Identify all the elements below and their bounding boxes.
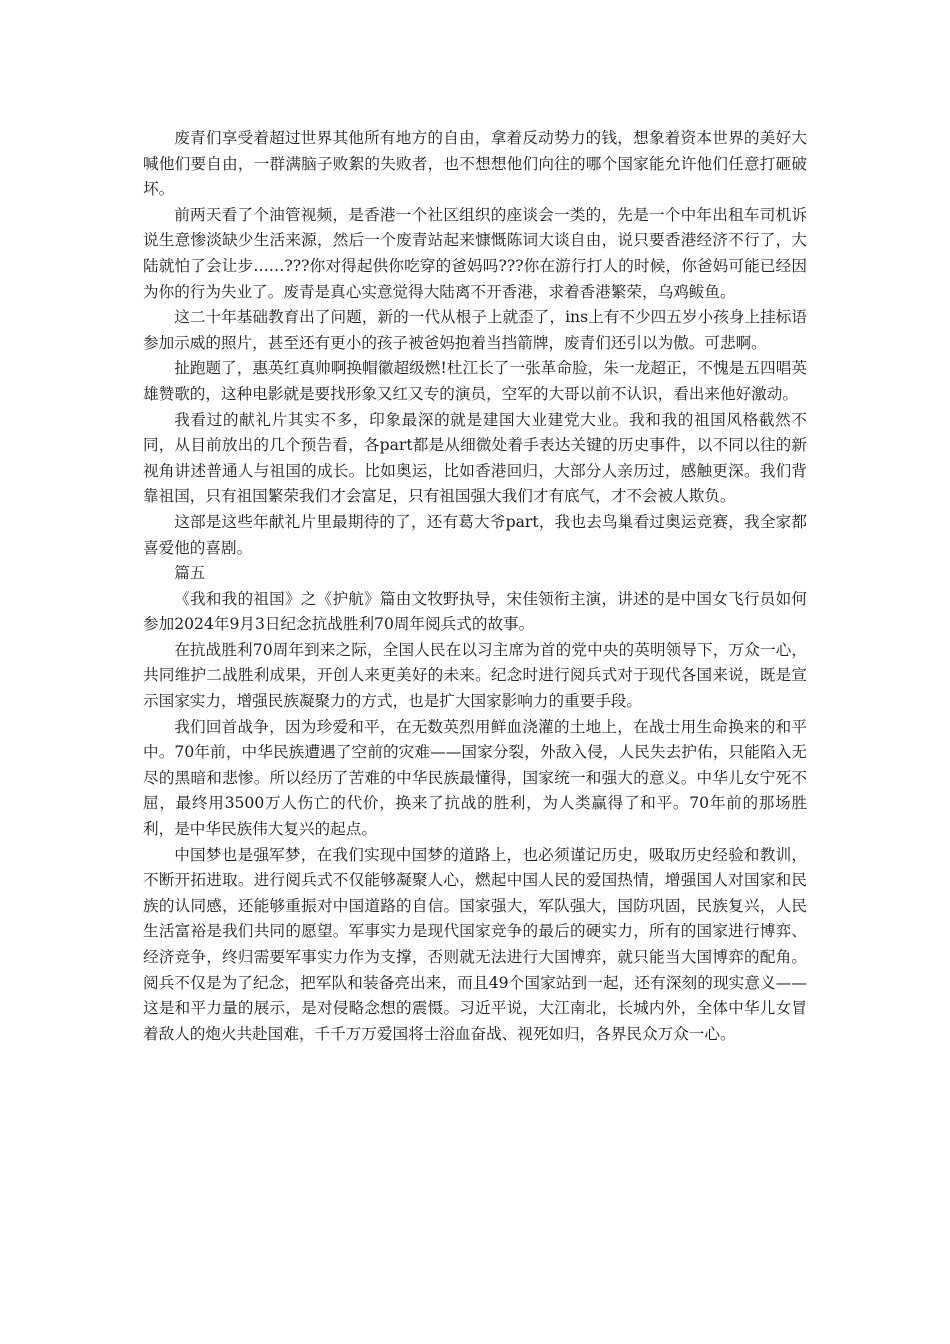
paragraph: 《我和我的祖国》之《护航》篇由文牧野执导，宋佳领衔主演，讲述的是中国女飞行员如何参加2024年9月3日纪念抗战胜利70周年阅兵式的故事。: [143, 589, 807, 634]
paragraph: 前两天看了个油管视频，是香港一个社区组织的座谈会一类的，先是一个中年出租车司机诉说生意惨淡缺少生活来源，然后一个废青站起来慷慨陈词大谈自由，说只要香港经济不行了，大陆就怕了会让步……???你对得起供你吃穿的爸妈吗???你在游行打人的时候，你爸妈可能已经因为你的行为失业了。废青是真心实意觉得大陆离不开香港，求着香港繁荣，乌鸡鲅鱼。: [143, 205, 807, 301]
paragraph: 这部是这些年献礼片里最期待的了，还有葛大爷part，我也去鸟巢看过奥运竞赛，我全家都喜爱他的喜剧。: [143, 512, 807, 557]
paragraph: 我看过的献礼片其实不多，印象最深的就是建国大业建党大业。我和我的祖国风格截然不同，从目前放出的几个预告看，各part都是从细微处着手表达关键的历史事件，以不同以往的新视角讲述普通人与祖国的成长。比如奥运，比如香港回归，大部分人亲历过，感触更深。我们背靠祖国，只有祖国繁荣我们才会富足，只有祖国强大我们才有底气，才不会被人欺负。: [143, 410, 807, 506]
paragraph: 中国梦也是强军梦，在我们实现中国梦的道路上，也必须谨记历史，吸取历史经验和教训，不断开拓进取。进行阅兵式不仅能够凝聚人心，燃起中国人民的爱国热情，增强国人对国家和民族的认同感，还能够重振对中国道路的自信。国家强大，军队强大，国防巩固，民族复兴，人民生活富裕是我们共同的愿望。军事实力是现代国家竞争的最后的硬实力，所有的国家进行博弈、经济竞争，终归需要军事实力作为支撑，否则就无法进行大国博弈，就只能当大国博弈的配角。阅兵不仅是为了纪念，把军队和装备亮出来，而且49个国家站到一起，还有深刻的现实意义——这是和平力量的展示，是对侵略念想的震慑。习近平说，大江南北，长城内外，全体中华儿女冒着敌人的炮火共赴国难，千千万万爱国将士浴血奋战、视死如归，各界民众万众一心。: [143, 845, 807, 1043]
paragraph: 废青们享受着超过世界其他所有地方的自由，拿着反动势力的钱，想象着资本世界的美好大喊他们要自由，一群满脑子败絮的失败者，也不想想他们向往的哪个国家能允许他们任意打砸破坏。: [143, 129, 807, 199]
paragraph: 这二十年基础教育出了问题，新的一代从根子上就歪了，ins上有不少四五岁小孩身上挂标语参加示威的照片，甚至还有更小的孩子被爸妈抱着当挡箭牌，废青们还引以为傲。可悲啊。: [143, 308, 807, 352]
section-heading: 篇五: [174, 564, 206, 583]
paragraph: 在抗战胜利70周年到来之际，全国人民在以习主席为首的党中央的英明领导下，万众一心，共同维护二战胜利成果，开创人来更美好的未来。纪念时进行阅兵式对于现代各国来说，既是宣示国家实力，增强民族凝聚力的方式，也是扩大国家影响力的重要手段。: [143, 640, 807, 711]
document-body: [143, 126, 807, 1047]
paragraph: 我们回首战争，因为珍爱和平，在无数英烈用鲜血浇灌的土地上，在战士用生命换来的和平中。70年前，中华民族遭遇了空前的灾难——国家分裂，外敌入侵，人民失去护佑，只能陷入无尽的黑暗和悲惨。所以经历了苦难的中华民族最懂得，国家统一和强大的意义。中华儿女宁死不屈，最终用3500万人伤亡的代价，换来了抗战的胜利，为人类赢得了和平。70年前的那场胜利，是中华民族伟大复兴的起点。: [143, 717, 807, 839]
paragraph: 扯跑题了，惠英红真帅啊换帽徽超级燃!杜江长了一张革命脸，朱一龙超正，不愧是五四唱英雄赞歌的，这种电影就是要找形象又红又专的演员，空军的大哥以前不认识，看出来他好激动。: [143, 359, 807, 403]
